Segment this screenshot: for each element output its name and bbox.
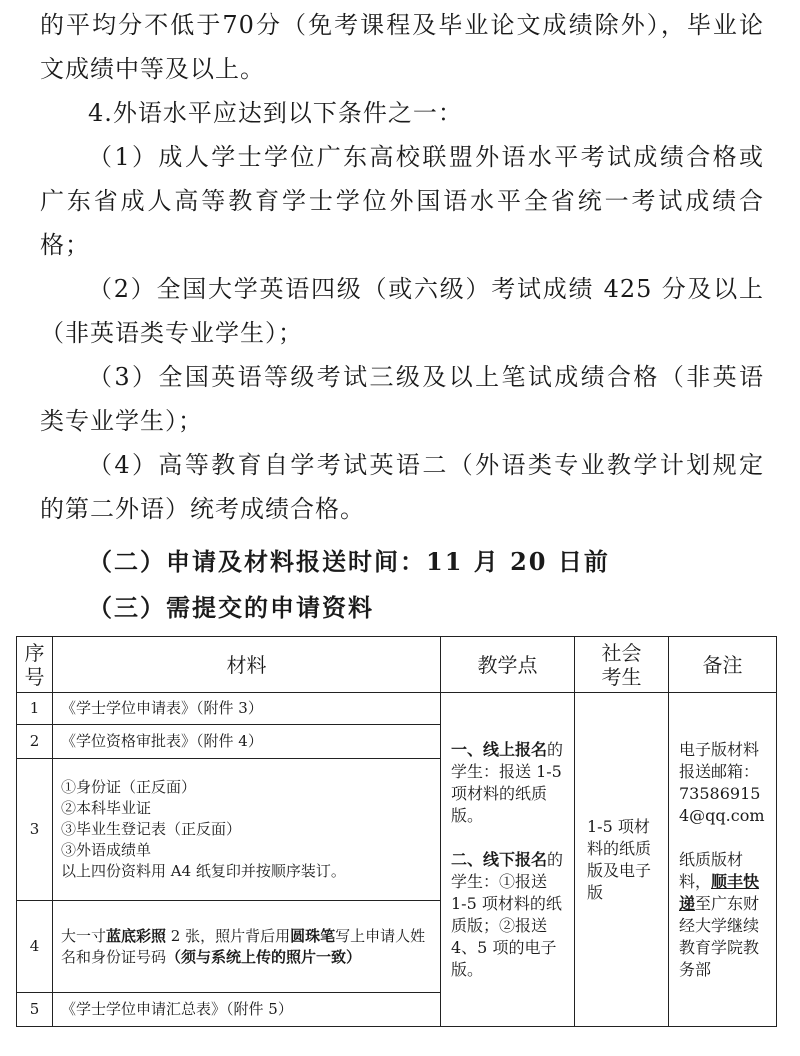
paragraph-line: 类专业学生）； bbox=[40, 407, 203, 435]
row-number: 3 bbox=[17, 759, 53, 901]
paragraph-line: （3）全国英语等级考试三级及以上笔试成绩合格（非英语 bbox=[88, 363, 764, 391]
section-heading-materials: （三）需提交的申请资料 bbox=[88, 593, 374, 622]
section-heading-time: （二）申请及材料报送时间：11 月 20 日前 bbox=[88, 547, 610, 576]
paragraph-line: （1）成人学士学位广东高校联盟外语水平考试成绩合格或 bbox=[88, 143, 764, 171]
row-material: 大一寸蓝底彩照 2 张，照片背后用圆珠笔写上申请人姓名和身份证号码（须与系统上传的照片一致） bbox=[53, 901, 441, 993]
header-material: 材料 bbox=[53, 637, 441, 693]
paragraph-line: 的平均分不低于70分（免考课程及毕业论文成绩除外），毕业论 bbox=[40, 11, 764, 39]
paragraph-line: 文成绩中等及以上。 bbox=[40, 55, 265, 83]
row-number: 5 bbox=[17, 993, 53, 1027]
table-header-row bbox=[17, 637, 777, 693]
paragraph-line: 的第二外语）统考成绩合格。 bbox=[40, 495, 365, 523]
row-number: 1 bbox=[17, 693, 53, 725]
social-candidate-cell: 1-5 项材料的纸质版及电子版 bbox=[575, 693, 669, 1027]
paragraph-line: （非英语类专业学生）； bbox=[40, 319, 303, 347]
header-teaching-point: 教学点 bbox=[441, 637, 575, 693]
materials-table bbox=[16, 636, 777, 1027]
paragraph-line: （2）全国大学英语四级（或六级）考试成绩 425 分及以上 bbox=[88, 275, 764, 303]
paragraph-line: 格； bbox=[40, 231, 90, 259]
row-material: 《学士学位申请表》（附件 3） bbox=[53, 693, 441, 725]
paragraph-line: （4）高等教育自学考试英语二（外语类专业教学计划规定 bbox=[88, 451, 764, 479]
row-number: 2 bbox=[17, 725, 53, 759]
row-material: ①身份证（正反面） ②本科毕业证 ③毕业生登记表（正反面） ③外语成绩单 以上四份资料用 A4 纸复印并按顺序装订。 bbox=[53, 759, 441, 901]
paragraph-line: 4.外语水平应达到以下条件之一： bbox=[88, 99, 463, 127]
header-remarks: 备注 bbox=[669, 637, 777, 693]
header-seq: 序 号 bbox=[17, 637, 53, 693]
header-social: 社会 考生 bbox=[575, 637, 669, 693]
remarks-cell: 电子版材料报送邮箱：735869154@qq.com 纸质版材料，顺丰快递至广东财经大学继续教育学院教务部 bbox=[669, 693, 777, 1027]
row-number: 4 bbox=[17, 901, 53, 993]
row-material: 《学士学位申请汇总表》（附件 5） bbox=[53, 993, 441, 1027]
row-material: 《学位资格审批表》（附件 4） bbox=[53, 725, 441, 759]
teaching-point-cell: 一、线上报名的学生：报送 1-5 项材料的纸质版。 二、线下报名的学生：①报送 1-5 项材料的纸质版；②报送 4、5 项的电子版。 bbox=[441, 693, 575, 1027]
email-note: 电子版材料报送邮箱：735869154@qq.com bbox=[679, 739, 765, 825]
paragraph-line: 广东省成人高等教育学士学位外国语水平全省统一考试成绩合 bbox=[40, 187, 764, 215]
courier-name: 顺丰快递 bbox=[679, 871, 760, 913]
table-row bbox=[17, 693, 777, 725]
